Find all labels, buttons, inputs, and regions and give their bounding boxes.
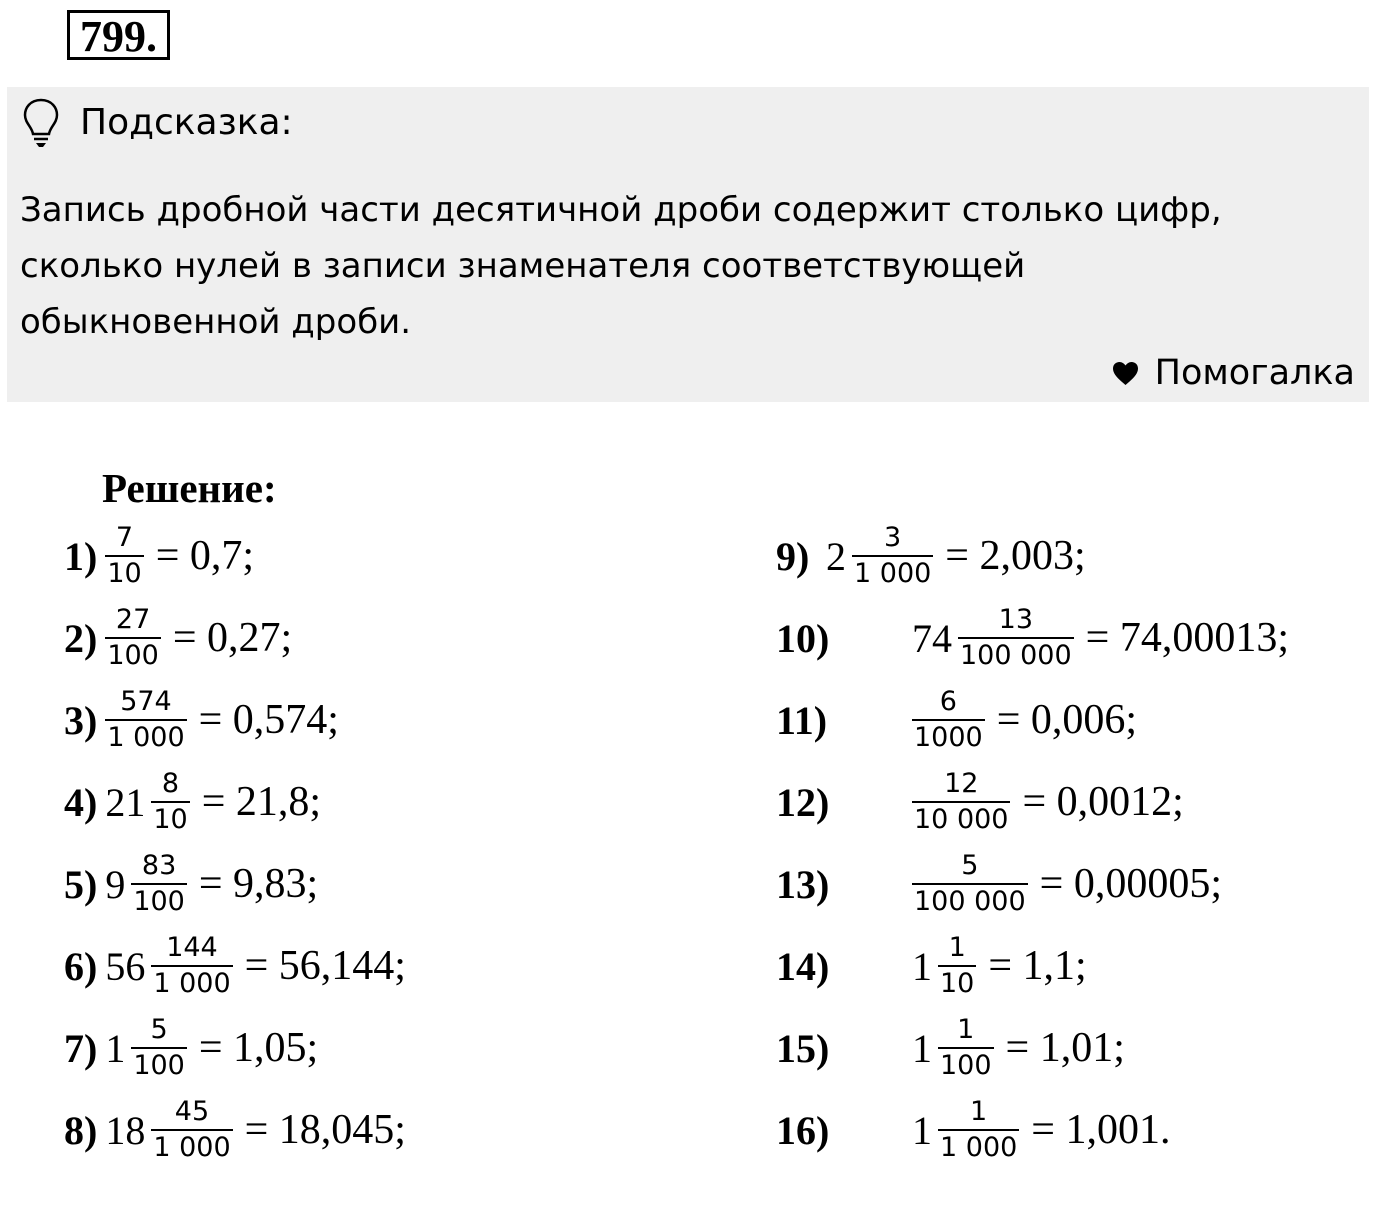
problem-number: 799. — [67, 10, 170, 60]
whole-part: 74 — [912, 615, 952, 661]
fraction-numerator: 12 — [944, 768, 979, 799]
hint-title: Подсказка: — [80, 102, 293, 143]
fraction — [131, 849, 187, 919]
fraction — [151, 767, 189, 837]
fraction-denominator: 1 000 — [938, 1129, 1019, 1165]
item-number: 2) — [64, 615, 98, 661]
hint-credit[interactable] — [1112, 349, 1355, 397]
whole-part: 1 — [912, 1107, 932, 1153]
fraction-numerator: 1 — [948, 932, 966, 963]
fraction-denominator: 100 000 — [912, 883, 1028, 919]
solution-item — [776, 844, 1222, 924]
fraction-numerator: 5 — [961, 850, 979, 881]
item-number: 3) — [64, 697, 98, 743]
fraction-denominator: 10 — [105, 555, 143, 591]
result: = 9,83; — [198, 861, 319, 907]
solution-item — [64, 680, 339, 760]
fraction — [958, 603, 1074, 673]
credit-label: Помогалка — [1154, 353, 1355, 393]
item-number: 10) — [776, 615, 830, 661]
fraction-numerator: 13 — [998, 604, 1033, 635]
result: = 74,00013; — [1085, 615, 1290, 661]
fraction-denominator: 100 — [105, 637, 161, 673]
fraction — [912, 685, 985, 755]
fraction-numerator: 144 — [166, 932, 218, 963]
result: = 1,01; — [1005, 1025, 1125, 1071]
hint-text: Запись дробной части десятичной дроби содержит столько цифр, сколько нулей в записи знаменателя соответствующей обыкновенной дроби. — [20, 190, 1222, 342]
item-number: 15) — [776, 1025, 830, 1071]
item-number: 14) — [776, 943, 830, 989]
result: = 1,001. — [1031, 1107, 1171, 1153]
result: = 18,045; — [244, 1107, 406, 1153]
solution-item — [64, 926, 406, 1006]
fraction-denominator: 100 000 — [958, 637, 1074, 673]
solution-item — [64, 598, 292, 678]
fraction — [151, 1095, 232, 1165]
fraction-denominator: 1 000 — [852, 555, 933, 591]
fraction-numerator: 27 — [115, 604, 151, 635]
result: = 21,8; — [201, 779, 322, 825]
hint-box — [7, 87, 1369, 402]
item-number: 9) — [776, 533, 810, 579]
fraction-denominator: 10 000 — [912, 801, 1010, 837]
whole-part: 18 — [105, 1107, 146, 1153]
solution-item — [64, 844, 318, 924]
whole-part: 21 — [105, 779, 146, 825]
item-number: 6) — [64, 943, 98, 989]
solution-title: Решение: — [102, 465, 277, 511]
result: = 0,7; — [155, 533, 255, 579]
fraction — [105, 521, 143, 591]
fraction-denominator: 100 — [938, 1047, 994, 1083]
result: = 1,1; — [988, 943, 1087, 989]
fraction — [938, 1095, 1019, 1165]
solution-item — [776, 680, 1137, 760]
heart-icon — [1112, 361, 1139, 386]
fraction-numerator: 3 — [884, 522, 902, 553]
result: = 0,574; — [198, 697, 339, 743]
item-number: 11) — [776, 697, 828, 743]
fraction — [852, 521, 933, 591]
result: = 0,006; — [996, 697, 1138, 743]
fraction — [938, 1013, 994, 1083]
item-number: 13) — [776, 861, 830, 907]
item-number: 8) — [64, 1107, 98, 1153]
item-number: 7) — [64, 1025, 98, 1071]
item-number: 12) — [776, 779, 830, 825]
fraction-denominator: 100 — [131, 1047, 187, 1083]
solution-item — [776, 1090, 1170, 1170]
whole-part: 1 — [912, 943, 932, 989]
fraction — [912, 849, 1028, 919]
fraction-denominator: 1 000 — [151, 965, 232, 1001]
result: = 0,00005; — [1039, 861, 1223, 907]
fraction — [131, 1013, 187, 1083]
solution-item — [776, 516, 1086, 596]
solution-item — [776, 598, 1289, 678]
fraction-numerator: 1 — [957, 1014, 975, 1045]
fraction-numerator: 45 — [174, 1096, 210, 1127]
whole-part: 9 — [105, 861, 126, 907]
fraction-numerator: 7 — [115, 522, 134, 553]
item-number: 4) — [64, 779, 98, 825]
whole-part: 1 — [105, 1025, 126, 1071]
whole-part: 2 — [826, 533, 846, 579]
fraction-denominator: 1 000 — [105, 719, 186, 755]
item-number: 5) — [64, 861, 98, 907]
solution-item — [64, 1008, 318, 1088]
fraction-numerator: 5 — [150, 1014, 168, 1045]
fraction-denominator: 100 — [131, 883, 187, 919]
solution-item — [64, 1090, 406, 1170]
fraction — [151, 931, 232, 1001]
fraction-numerator: 6 — [939, 686, 957, 717]
result: = 0,27; — [172, 615, 293, 661]
whole-part: 56 — [105, 943, 146, 989]
whole-part: 1 — [912, 1025, 932, 1071]
solution-item — [776, 926, 1087, 1006]
lightbulb-icon — [21, 97, 61, 149]
fraction — [105, 685, 186, 755]
result: = 56,144; — [244, 943, 406, 989]
item-number: 1) — [64, 533, 98, 579]
item-number: 16) — [776, 1107, 830, 1153]
fraction — [105, 603, 161, 673]
fraction-numerator: 83 — [141, 850, 177, 881]
solution-item — [64, 762, 321, 842]
fraction-denominator: 10 — [151, 801, 189, 837]
fraction-numerator: 1 — [970, 1096, 988, 1127]
fraction-denominator: 10 — [938, 965, 976, 1001]
solution-item — [776, 762, 1184, 842]
solution-item — [776, 1008, 1125, 1088]
fraction-denominator: 1000 — [912, 719, 985, 755]
solution-item — [64, 516, 254, 596]
fraction — [912, 767, 1010, 837]
fraction-numerator: 8 — [161, 768, 180, 799]
fraction — [938, 931, 976, 1001]
result: = 0,0012; — [1022, 779, 1184, 825]
fraction-denominator: 1 000 — [151, 1129, 232, 1165]
result: = 1,05; — [198, 1025, 319, 1071]
result: = 2,003; — [945, 533, 1086, 579]
fraction-numerator: 574 — [120, 686, 172, 717]
